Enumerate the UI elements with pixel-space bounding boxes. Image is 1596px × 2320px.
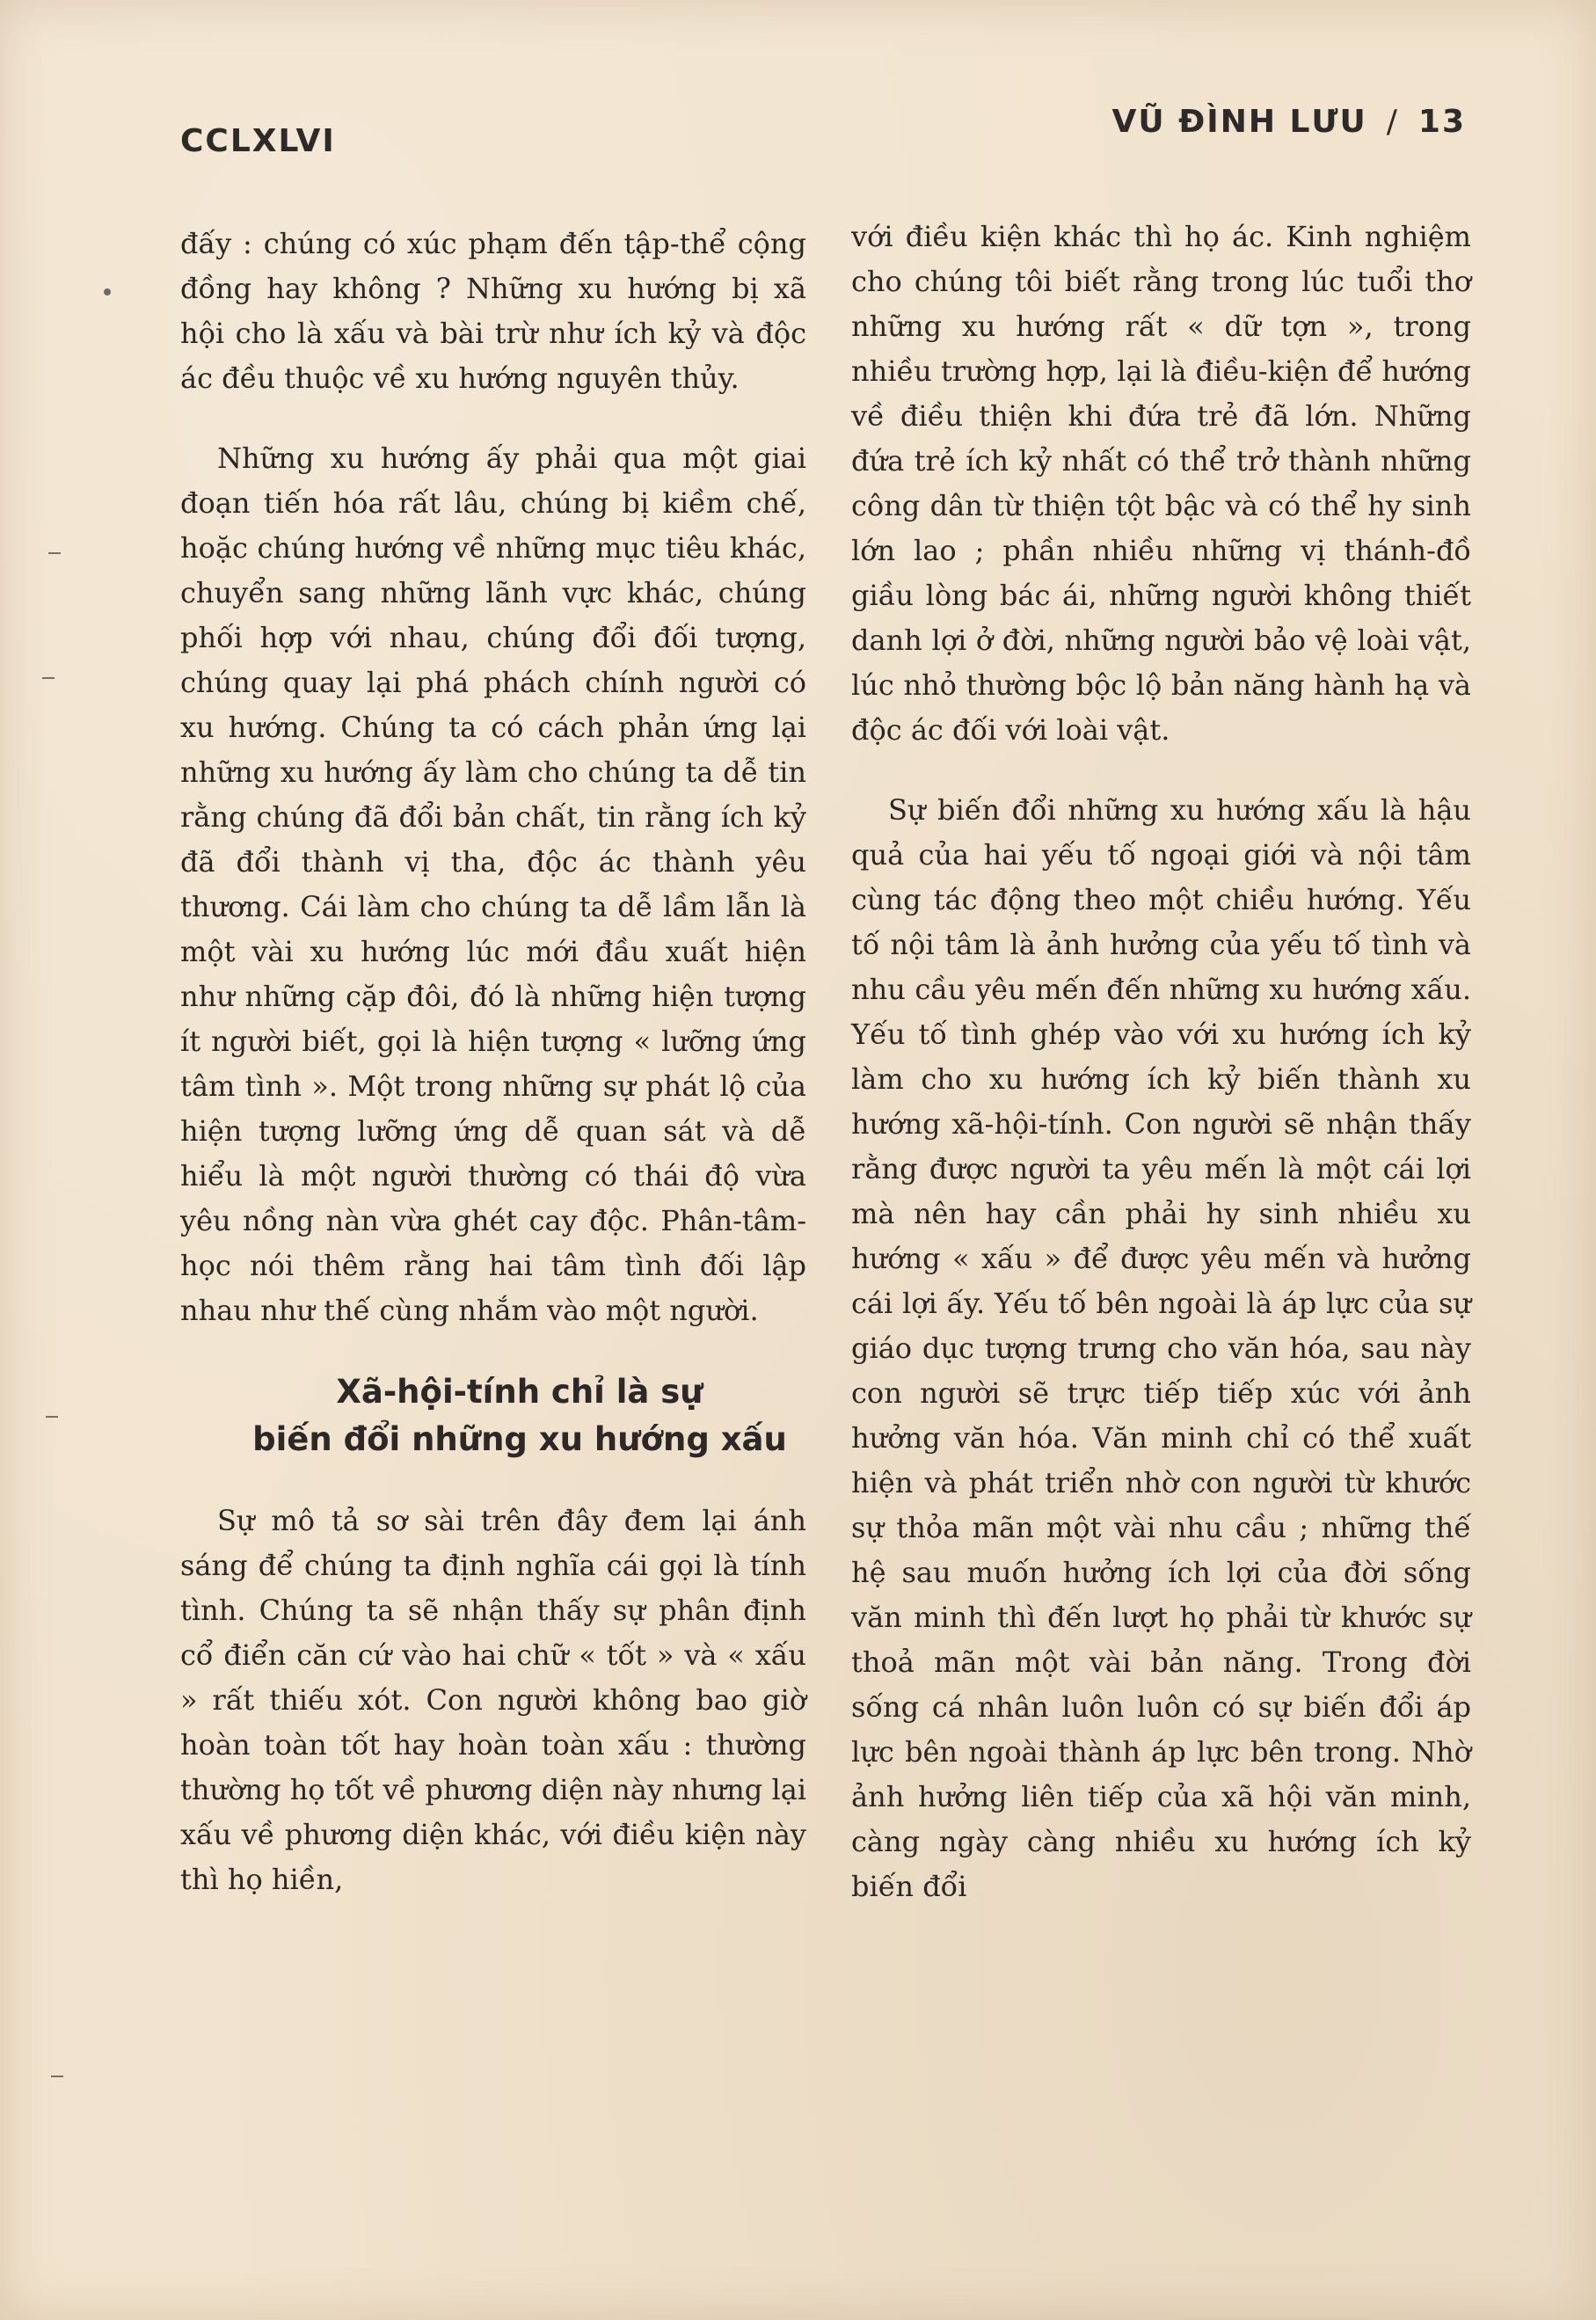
print-speck bbox=[104, 288, 111, 295]
left-paragraph-2: Những xu hướng ấy phải qua một giai đoạn tiến hóa rất lâu, chúng bị kiềm chế, hoặc chúng hướng về những mục tiêu khác, chuyển sang những lãnh vực khác, chúng phối hợp với nhau, chúng đổi đối tượng, chúng quay lại phá phách chính người có xu hướng. Chúng ta có cách phản ứng lại những xu hướng ấy làm cho chúng ta dễ tin rằng chúng đã đổi bản chất, tin rằng ích kỷ đã đổi thành vị tha, độc ác thành yêu thương. Cái làm cho chúng ta dễ lầm lẫn là một vài xu hướng lúc mới đầu xuất hiện như những cặp đôi, đó là những hiện tượng ít người biết, gọi là hiện tượng « lưỡng ứng tâm tình ». Một trong những sự phát lộ của hiện tượng lưỡng ứng dễ quan sát và dễ hiểu là một người thường có thái độ vừa yêu nồng nàn vừa ghét cay độc. Phân-tâm-học nói thêm rằng hai tâm tình đối lập nhau như thế cùng nhắm vào một người. bbox=[180, 441, 806, 1327]
running-header-left: CCLXLVI bbox=[180, 123, 336, 159]
section-heading-line-2: biến đổi những xu hướng xấu bbox=[252, 1420, 787, 1458]
margin-mark bbox=[42, 677, 55, 679]
section-heading bbox=[180, 1368, 806, 1463]
margin-mark bbox=[51, 2076, 63, 2077]
margin-mark bbox=[48, 552, 61, 554]
running-header-right bbox=[1112, 104, 1466, 140]
author-name: VŨ ĐÌNH LƯU bbox=[1111, 104, 1367, 140]
section-heading-line-1: Xã-hội-tính chỉ là sự bbox=[336, 1373, 703, 1411]
margin-mark bbox=[46, 1416, 58, 1418]
header-separator: / bbox=[1386, 104, 1399, 140]
page-number: 13 bbox=[1417, 104, 1466, 140]
left-paragraph-1: đấy : chúng có xúc phạm đến tập-thể cộng đồng hay không ? Những xu hướng bị xã hội cho là xấu và bài trừ như ích kỷ và độc ác đều thuộc về xu hướng nguyên thủy. bbox=[180, 227, 806, 395]
left-column bbox=[180, 222, 806, 1902]
right-paragraph-1: với điều kiện khác thì họ ác. Kinh nghiệm cho chúng tôi biết rằng trong lúc tuổi thơ những xu hướng rất « dữ tợn », trong nhiều trường hợp, lại là điều-kiện để hướng về điều thiện khi đứa trẻ đã lớn. Những đứa trẻ ích kỷ nhất có thể trở thành những công dân từ thiện tột bậc và có thể hy sinh lớn lao ; phần nhiều những vị thánh-đồ giầu lòng bác ái, những người không thiết danh lợi ở đời, những người bảo vệ loài vật, lúc nhỏ thường bộc lộ bản năng hành hạ và độc ác đối với loài vật. bbox=[851, 220, 1471, 747]
right-column bbox=[851, 215, 1471, 1909]
right-paragraph-2: Sự biến đổi những xu hướng xấu là hậu quả của hai yếu tố ngoại giới và nội tâm cùng tác động theo một chiều hướng. Yếu tố nội tâm là ảnh hưởng của yếu tố tình và nhu cầu yêu mến đến những xu hướng xấu. Yếu tố tình ghép vào với xu hướng ích kỷ làm cho xu hướng ích kỷ biến thành xu hướng xã-hội-tính. Con người sẽ nhận thấy rằng được người ta yêu mến là một cái lợi mà nên hay cần phải hy sinh nhiều xu hướng « xấu » để được yêu mến và hưởng cái lợi ấy. Yếu tố bên ngoài là áp lực của sự giáo dục tượng trưng cho văn hóa, sau này con người sẽ trực tiếp tiếp xúc với ảnh hưởng văn hóa. Văn minh chỉ có thể xuất hiện và phát triển nhờ con người từ khước sự thỏa mãn một vài nhu cầu ; những thế hệ sau muốn hưởng ích lợi của đời sống văn minh thì đến lượt họ phải từ khước sự thoả mãn một vài bản năng. Trong đời sống cá nhân luôn luôn có sự biến đổi áp lực bên ngoài thành áp lực bên trong. Nhờ ảnh hưởng liên tiếp của xã hội văn minh, càng ngày càng nhiều xu hướng ích kỷ biến đổi bbox=[851, 793, 1471, 1903]
left-paragraph-3: Sự mô tả sơ sài trên đây đem lại ánh sáng để chúng ta định nghĩa cái gọi là tính tình. Chúng ta sẽ nhận thấy sự phân định cổ điển căn cứ vào hai chữ « tốt » và « xấu » rất thiếu xót. Con người không bao giờ hoàn toàn tốt hay hoàn toàn xấu : thường thường họ tốt về phương diện này nhưng lại xấu về phương diện khác, với điều kiện này thì họ hiền, bbox=[180, 1504, 806, 1896]
